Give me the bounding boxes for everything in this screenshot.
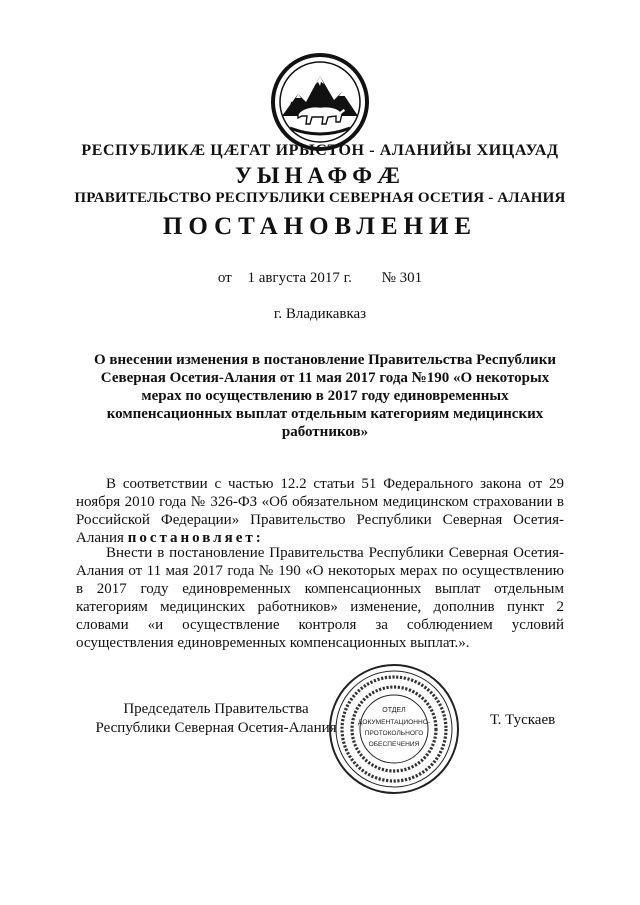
official-seal-stamp	[326, 662, 462, 796]
resolves-keyword: постановляет:	[127, 530, 264, 546]
coat-of-arms-emblem	[268, 50, 372, 154]
body-paragraph-2: Внести в постановление Правительства Республики Северная Осетия-Алания от 11 мая 2017 года № 190 «О некоторых мерах по осуществлению в 2017 году единовременных компенсационных выплат отдельным категориям медицинских работников» изменение, дополнив пункт 2 словами «и осуществление контроля за соблюдением условий осуществления единовременных компенсационных выплат.».	[76, 545, 564, 651]
city: г. Владикавказ	[273, 306, 367, 322]
position-line-1: Председатель Правительства	[123, 701, 309, 717]
date-line	[0, 270, 640, 287]
body-paragraph-1	[76, 475, 564, 547]
stamp-line-4: ОБЕСПЕЧЕНИЯ	[368, 741, 420, 748]
paragraph-1-text: В соответствии с частью 12.2 статьи 51 Федерального закона от 29 ноября 2010 года № 326-ФЗ «Об обязательном медицинском страховании в Российской Федерации» Правительство Республики Северная Осетия-Алания	[76, 476, 564, 546]
signatory-name: Т. Тускаев	[490, 712, 556, 728]
government-name-russian: ПРАВИТЕЛЬСТВО РЕСПУБЛИКИ СЕВЕРНАЯ ОСЕТИЯ - АЛАНИЯ	[74, 190, 566, 206]
document-date: 1 августа 2017 г.	[247, 270, 352, 286]
document-number: № 301	[381, 270, 423, 286]
signatory-position	[76, 700, 356, 738]
document-title: О внесении изменения в постановление Правительства Республики Северная Осетия-Алания от 11 мая 2017 года №190 «О некоторых мерах по осуществлению в 2017 году единовременных компенсационных выплат отдельным категориям медицинских работников»	[94, 352, 556, 440]
republic-name-ossetian: РЕСПУБЛИКӔ ЦӔГАТ ИРЫСТОН - АЛАНИЙЫ ХИЦАУАД	[81, 142, 559, 159]
stamp-line-1: ОТДЕЛ	[382, 707, 406, 714]
position-line-2: Республики Северная Осетия-Алания	[95, 720, 337, 736]
date-prefix: от	[217, 270, 232, 286]
stamp-line-3: ПРОТОКОЛЬНОГО	[364, 730, 424, 737]
document-type-russian: ПОСТАНОВЛЕНИЕ	[162, 213, 478, 240]
document-type-ossetian: УЫНАФФӔ	[234, 163, 406, 188]
stamp-line-2: ДОКУМЕНТАЦИОННО-	[357, 719, 431, 726]
